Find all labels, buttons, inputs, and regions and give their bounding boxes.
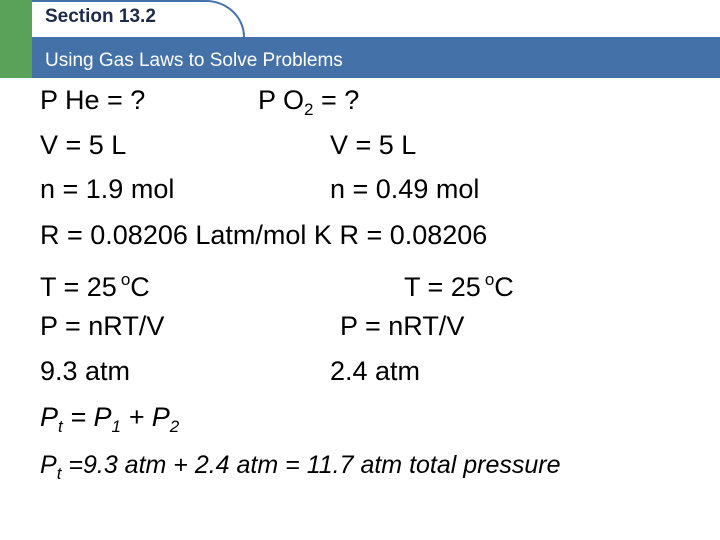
right-moles: n = 0.49 mol	[330, 174, 480, 204]
left-temperature	[40, 264, 150, 303]
eq1-p: P	[40, 402, 59, 432]
eq1-sub-t: t	[58, 417, 63, 436]
daltons-law-equation	[40, 401, 179, 443]
eq1-p2: + P	[121, 402, 170, 432]
right-pressure-text: P O	[258, 85, 305, 115]
right-formula: P = nRT/V	[340, 311, 465, 341]
right-result: 2.4 atm	[330, 356, 421, 386]
left-moles: n = 1.9 mol	[40, 174, 175, 204]
right-pressure-line	[258, 84, 359, 126]
left-gas-constant: R = 0.08206 Latm/mol K	[40, 220, 332, 250]
right-pressure-suffix: = ?	[313, 85, 360, 115]
right-temperature	[404, 264, 514, 303]
right-gas-constant: R = 0.08206	[339, 220, 488, 250]
left-volume: V = 5 L	[40, 130, 127, 160]
eq1-p1: = P	[62, 402, 112, 432]
slide-header	[0, 0, 720, 80]
eq2-p: P	[40, 451, 57, 479]
left-pressure-text: P He = ?	[40, 85, 146, 115]
gas-constant-line	[40, 219, 487, 251]
right-degree-symbol: o	[484, 270, 495, 289]
total-pressure-equation	[40, 449, 561, 490]
right-temp-unit: C	[494, 272, 514, 302]
left-result: 9.3 atm	[40, 356, 131, 386]
section-title: Section 13.2	[45, 6, 156, 27]
eq1-sub-1: 1	[111, 417, 121, 436]
left-pressure-line	[40, 84, 145, 116]
right-pressure-subscript: 2	[304, 100, 314, 119]
left-degree-symbol: o	[120, 270, 131, 289]
eq1-sub-2: 2	[169, 417, 180, 436]
eq2-sub-t: t	[56, 464, 62, 483]
right-volume: V = 5 L	[330, 130, 417, 160]
eq2-rest: =9.3 atm + 2.4 atm = 11.7 atm total pressure	[61, 451, 561, 479]
slide-subtitle: Using Gas Laws to Solve Problems	[45, 50, 343, 71]
left-temp-unit: C	[130, 272, 150, 302]
right-temp-value: T = 25	[404, 272, 481, 302]
left-temp-value: T = 25	[40, 272, 117, 302]
left-formula: P = nRT/V	[40, 311, 165, 341]
section-color-block	[0, 0, 32, 78]
